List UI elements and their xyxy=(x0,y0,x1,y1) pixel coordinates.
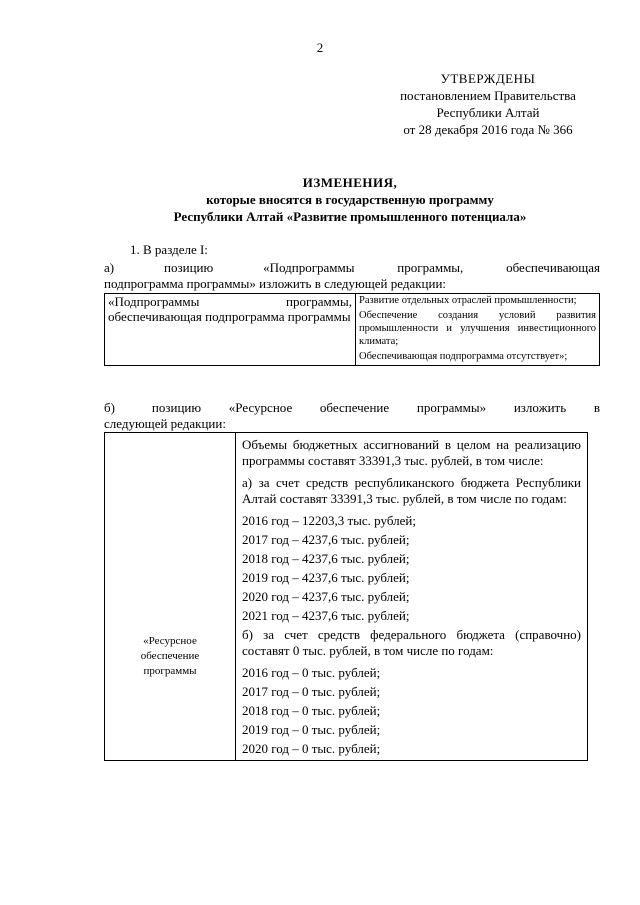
subprogram-item: Развитие отдельных отраслей промышленности; xyxy=(359,295,577,306)
title-line-2: которые вносятся в государственную программу xyxy=(206,192,494,207)
federal-year-row: 2017 год – 0 тыс. рублей; xyxy=(242,684,381,699)
federal-year-row: 2020 год – 0 тыс. рублей; xyxy=(242,741,381,756)
subprograms-values xyxy=(356,294,600,366)
regional-year-row: 2018 год – 4237,6 тыс. рублей; xyxy=(242,551,410,566)
resource-table xyxy=(104,432,588,761)
resource-values xyxy=(236,433,588,761)
approval-line-3: от 28 декабря 2016 года № 366 xyxy=(403,122,573,137)
resource-label-line-2: обеспечение xyxy=(140,650,200,662)
document-title xyxy=(100,174,600,225)
resource-intro: Объемы бюджетных ассигнований в целом на реализацию программы составят 33391,3 тыс. рублей, в том числе: xyxy=(242,437,581,468)
item-b-paragraph xyxy=(104,400,600,432)
item-a-line-1: а) позицию «Подпрограммы программы, обеспечивающая xyxy=(104,260,600,275)
item-a-paragraph xyxy=(104,260,600,292)
resource-label-line-3: программы xyxy=(143,665,197,677)
title-line-3: Республики Алтай «Развитие промышленного потенциала» xyxy=(173,209,527,224)
item-b-line-1: б) позицию «Ресурсное обеспечение программы» изложить в xyxy=(104,400,600,415)
item-b-line-2: следующей редакции: xyxy=(104,416,226,431)
subprograms-table xyxy=(104,293,600,366)
approval-heading: УТВЕРЖДЕНЫ xyxy=(440,71,536,86)
subprogram-item: Обеспечение создания условий развития промышленности и улучшения инвестиционного климата; xyxy=(359,310,596,347)
resource-label-line-1: «Ресурсное xyxy=(143,635,197,647)
regional-budget: а) за счет средств республиканского бюджета Республики Алтай составят 33391,3 тыс. рублей, в том числе по годам: xyxy=(242,475,581,506)
approval-line-2: Республики Алтай xyxy=(436,105,540,120)
regional-year-row: 2017 год – 4237,6 тыс. рублей; xyxy=(242,532,410,547)
subprograms-label: «Подпрограммы программы, обеспечивающая подпрограмма программы xyxy=(105,294,356,366)
approval-stamp xyxy=(370,70,606,138)
regional-year-row: 2020 год – 4237,6 тыс. рублей; xyxy=(242,589,410,604)
item-a-line-2: подпрограмма программы» изложить в следующей редакции: xyxy=(104,276,447,291)
regional-year-row: 2021 год – 4237,6 тыс. рублей; xyxy=(242,608,410,623)
title-line-1: ИЗМЕНЕНИЯ, xyxy=(302,175,398,190)
approval-line-1: постановлением Правительства xyxy=(400,88,576,103)
federal-budget: б) за счет средств федерального бюджета (справочно) составят 0 тыс. рублей, в том числе по годам: xyxy=(242,627,581,658)
federal-year-row: 2018 год – 0 тыс. рублей; xyxy=(242,703,381,718)
subprogram-item: Обеспечивающая подпрограмма отсутствует»; xyxy=(359,351,568,362)
section-heading: 1. В разделе I: xyxy=(130,242,208,257)
resource-label xyxy=(105,433,236,761)
regional-year-row: 2019 год – 4237,6 тыс. рублей; xyxy=(242,570,410,585)
regional-year-row: 2016 год – 12203,3 тыс. рублей; xyxy=(242,513,416,528)
federal-year-row: 2019 год – 0 тыс. рублей; xyxy=(242,722,381,737)
federal-year-row: 2016 год – 0 тыс. рублей; xyxy=(242,665,381,680)
page-number: 2 xyxy=(316,40,324,55)
